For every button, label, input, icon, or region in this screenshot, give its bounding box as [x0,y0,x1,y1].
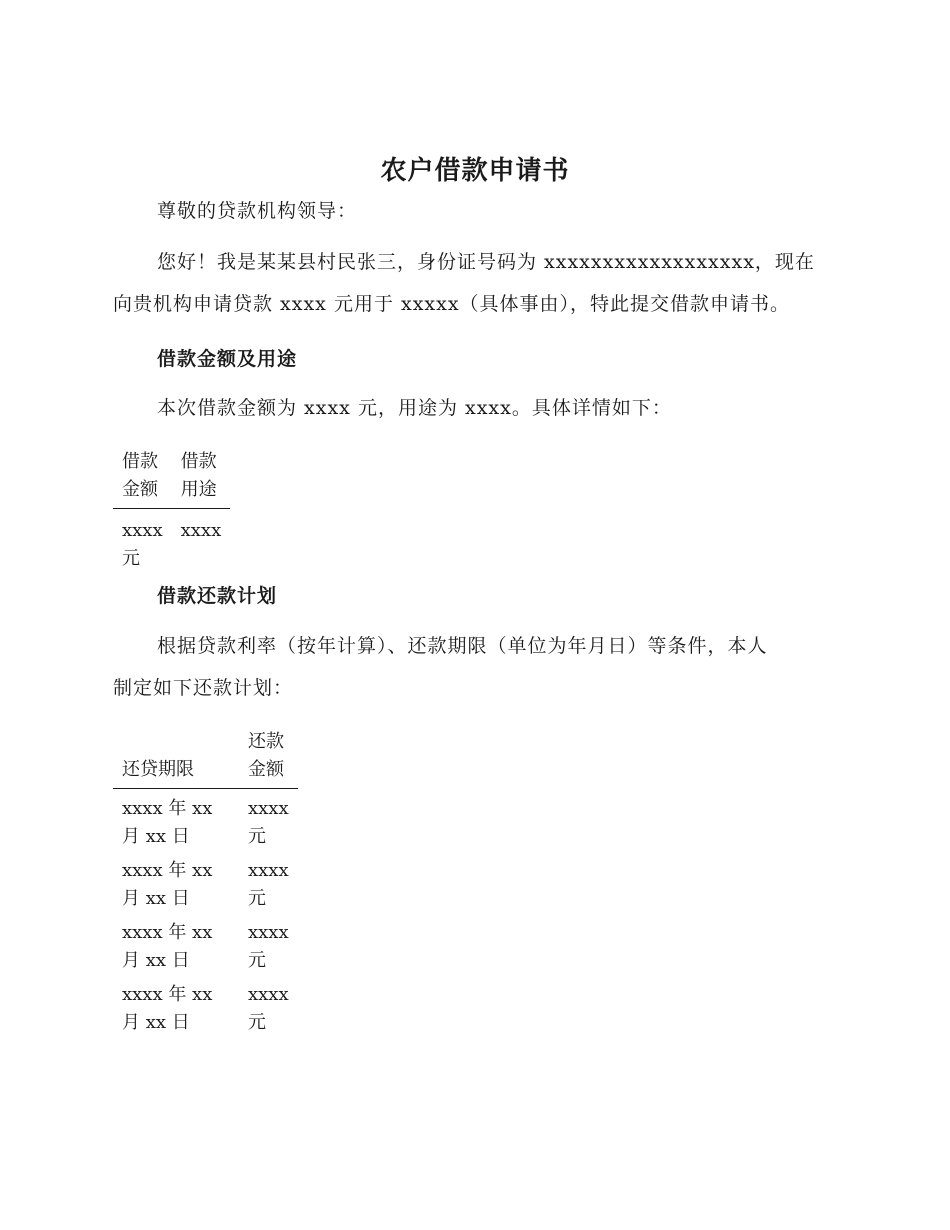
cell-text: xxxx 年 xx [122,798,213,819]
header-text: 金额 [122,479,158,500]
intro-paragraph-line-2: 向贵机构申请贷款 xxxx 元用于 xxxxx（具体事由），特此提交借款申请书。 [113,293,791,315]
cell-text: 月 xx 日 [122,826,190,847]
cell-text: 元 [248,950,266,971]
header-text: 还款 [248,731,284,752]
table-cell [113,913,239,975]
cell-text: 元 [248,826,266,847]
table-cell [113,789,239,852]
cell-text: 元 [122,548,140,569]
document-title: 农户借款申请书 [380,156,570,186]
header-repayment-term [113,728,239,789]
table-cell [239,789,298,852]
section-heading-loan-amount: 借款金额及用途 [157,348,298,370]
header-loan-amount [113,448,172,509]
table-row [113,975,298,1037]
cell-text: xxxx [248,922,289,943]
cell-text: 元 [248,1012,266,1033]
cell-text: xxxx 年 xx [122,984,213,1005]
cell-text: 月 xx 日 [122,950,190,971]
table-cell [239,913,298,975]
cell-text: xxxx 年 xx [122,922,213,943]
table-cell [113,509,172,574]
cell-text: xxxx [180,520,222,541]
cell-text: xxxx [248,984,289,1005]
cell-text: 月 xx 日 [122,1012,190,1033]
header-text: 借款 [180,451,217,472]
header-text: 金额 [248,759,284,780]
table-cell [113,975,239,1037]
section2-text-line-1: 根据贷款利率（按年计算）、还款期限（单位为年月日）等条件，本人 [157,635,768,657]
table-cell [172,509,231,574]
repayment-plan-table [113,728,298,1037]
cell-text: xxxx [248,798,289,819]
cell-text: 月 xx 日 [122,888,190,909]
table-row [113,789,298,852]
cell-text: xxxx 年 xx [122,860,213,881]
header-text: 用途 [180,479,217,500]
section2-text-line-2: 制定如下还款计划： [113,677,294,699]
header-text: 借款 [122,451,158,472]
table-header-row [113,728,298,789]
table-row [113,509,230,574]
table-cell [113,851,239,913]
table-cell [239,851,298,913]
table-header-row [113,448,230,509]
section-heading-repayment-plan: 借款还款计划 [157,585,278,607]
table-cell [239,975,298,1037]
salutation: 尊敬的贷款机构领导： [157,200,358,222]
table-row [113,913,298,975]
header-repayment-amount [239,728,298,789]
section1-text: 本次借款金额为 xxxx 元，用途为 xxxx。具体详情如下： [157,397,672,419]
loan-amount-table [113,448,230,573]
header-loan-purpose [172,448,231,509]
cell-text: 元 [248,888,266,909]
cell-text: xxxx [248,860,289,881]
table-row [113,851,298,913]
cell-text: xxxx [122,520,163,541]
intro-paragraph-line-1: 您好！我是某某县村民张三，身份证号码为 xxxxxxxxxxxxxxxxxx，现在 [157,251,815,273]
header-text: 还贷期限 [122,759,194,780]
